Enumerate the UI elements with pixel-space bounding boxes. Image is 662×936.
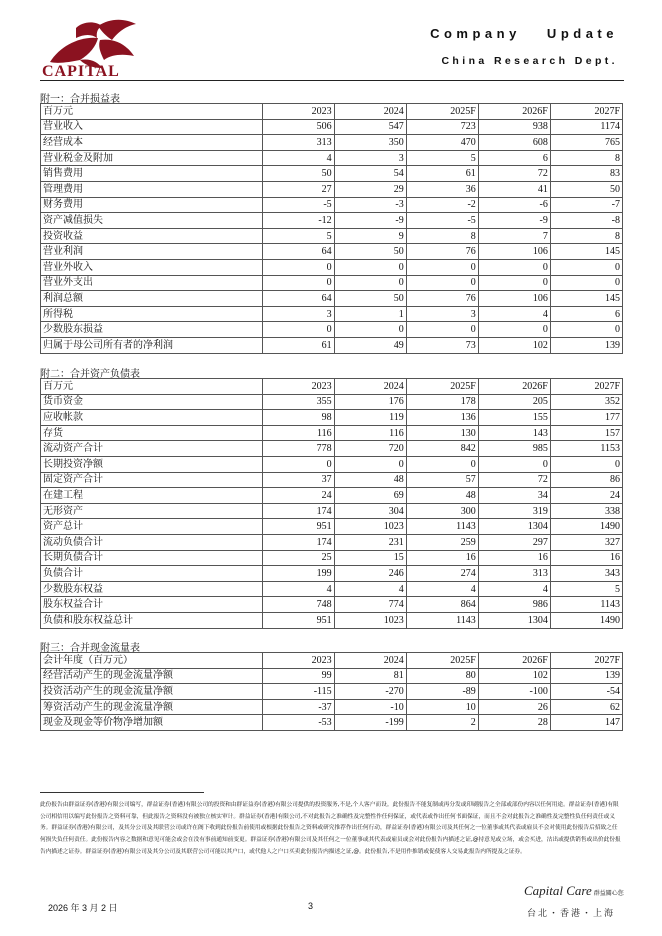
cell-value: 259 — [406, 534, 478, 550]
cell-value: 176 — [334, 394, 406, 410]
cell-value: 2023 — [262, 104, 334, 120]
cell-value: 951 — [262, 519, 334, 535]
cell-value: 1143 — [406, 612, 478, 628]
cell-value: 0 — [406, 275, 478, 291]
cash-flow-title: 附三：合并现金流量表 — [40, 643, 140, 654]
cell-value: 143 — [478, 425, 550, 441]
table-row — [41, 119, 623, 135]
cell-value: -5 — [406, 213, 478, 229]
table-row — [41, 228, 623, 244]
row-label: 长期投资净额 — [41, 456, 263, 472]
cell-value: 62 — [550, 699, 622, 715]
cell-value: 26 — [478, 699, 550, 715]
row-label: 股东权益合计 — [41, 597, 263, 613]
table-row — [41, 699, 623, 715]
row-label: 所得税 — [41, 306, 263, 322]
cell-value: 145 — [550, 291, 622, 307]
row-label: 财务费用 — [41, 197, 263, 213]
cell-value: 73 — [406, 337, 478, 353]
cell-value: 7 — [478, 228, 550, 244]
table-row — [41, 322, 623, 338]
cell-value: 50 — [334, 244, 406, 260]
cell-value: 1023 — [334, 612, 406, 628]
cell-value: -5 — [262, 197, 334, 213]
cell-value: 470 — [406, 135, 478, 151]
cell-value: 985 — [478, 441, 550, 457]
cell-value: 2026F — [478, 653, 550, 669]
cell-value: 0 — [478, 275, 550, 291]
cell-value: 4 — [262, 581, 334, 597]
cash-flow-table — [40, 652, 623, 731]
cell-value: 69 — [334, 488, 406, 504]
cell-value: 748 — [262, 597, 334, 613]
cell-value: 116 — [262, 425, 334, 441]
cell-value: 300 — [406, 503, 478, 519]
cell-value: 5 — [262, 228, 334, 244]
cell-value: 352 — [550, 394, 622, 410]
cell-value: 338 — [550, 503, 622, 519]
cell-value: 0 — [478, 322, 550, 338]
row-label: 少数股东损益 — [41, 322, 263, 338]
cell-value: 8 — [550, 228, 622, 244]
table-header-row — [41, 653, 623, 669]
cell-value: 327 — [550, 534, 622, 550]
table-row — [41, 456, 623, 472]
cell-value: 4 — [478, 306, 550, 322]
table-row — [41, 684, 623, 700]
cell-value: -37 — [262, 699, 334, 715]
cell-value: 83 — [550, 166, 622, 182]
cell-value: 350 — [334, 135, 406, 151]
cell-value: 0 — [550, 275, 622, 291]
cell-value: 61 — [406, 166, 478, 182]
department-subtitle: China Research Dept. — [441, 55, 618, 67]
table-row — [41, 410, 623, 426]
table-header-row — [41, 379, 623, 395]
cell-value: 49 — [334, 337, 406, 353]
cell-value: 0 — [334, 456, 406, 472]
table-row — [41, 425, 623, 441]
cell-value: 50 — [262, 166, 334, 182]
row-label: 负债合计 — [41, 566, 263, 582]
table-row — [41, 291, 623, 307]
cell-value: 0 — [550, 259, 622, 275]
cell-value: 778 — [262, 441, 334, 457]
capital-care-brand — [524, 883, 624, 899]
cell-value: 139 — [550, 668, 622, 684]
row-label: 在建工程 — [41, 488, 263, 504]
cell-value: 2024 — [334, 653, 406, 669]
row-label: 利润总额 — [41, 291, 263, 307]
cell-value: 157 — [550, 425, 622, 441]
table-row — [41, 394, 623, 410]
table-row — [41, 472, 623, 488]
cell-value: 9 — [334, 228, 406, 244]
table-row — [41, 275, 623, 291]
cell-value: 343 — [550, 566, 622, 582]
cell-value: -12 — [262, 213, 334, 229]
cell-value: 2027F — [550, 379, 622, 395]
table-header-row — [41, 104, 623, 120]
row-label: 投资活动产生的现金流量净额 — [41, 684, 263, 700]
cell-value: 116 — [334, 425, 406, 441]
cell-value: 16 — [550, 550, 622, 566]
cell-value: 48 — [406, 488, 478, 504]
cell-value: -115 — [262, 684, 334, 700]
cell-value: 313 — [478, 566, 550, 582]
cell-value: 98 — [262, 410, 334, 426]
cell-value: -270 — [334, 684, 406, 700]
cell-value: -8 — [550, 213, 622, 229]
cell-value: 4 — [334, 581, 406, 597]
cell-value: -9 — [478, 213, 550, 229]
cell-value: 2026F — [478, 104, 550, 120]
table-row — [41, 441, 623, 457]
row-label: 营业利润 — [41, 244, 263, 260]
table-row — [41, 181, 623, 197]
row-label: 百万元 — [41, 104, 263, 120]
cell-value: 938 — [478, 119, 550, 135]
cell-value: 319 — [478, 503, 550, 519]
cell-value: -89 — [406, 684, 478, 700]
row-label: 资产总计 — [41, 519, 263, 535]
cell-value: 76 — [406, 291, 478, 307]
cell-value: 951 — [262, 612, 334, 628]
table-row — [41, 597, 623, 613]
cell-value: 27 — [262, 181, 334, 197]
cell-value: 99 — [262, 668, 334, 684]
cell-value: 547 — [334, 119, 406, 135]
cell-value: 274 — [406, 566, 478, 582]
cell-value: 54 — [334, 166, 406, 182]
cell-value: 174 — [262, 503, 334, 519]
cell-value: 842 — [406, 441, 478, 457]
income-statement-title: 附一：合并损益表 — [40, 94, 120, 105]
row-label: 流动负债合计 — [41, 534, 263, 550]
table-row — [41, 213, 623, 229]
cell-value: 4 — [478, 581, 550, 597]
cell-value: 1304 — [478, 519, 550, 535]
row-label: 存货 — [41, 425, 263, 441]
cell-value: 0 — [406, 259, 478, 275]
table-row — [41, 135, 623, 151]
cell-value: 0 — [262, 259, 334, 275]
cell-value: 5 — [550, 581, 622, 597]
row-label: 管理费用 — [41, 181, 263, 197]
cell-value: 25 — [262, 550, 334, 566]
table-row — [41, 166, 623, 182]
cell-value: 4 — [262, 150, 334, 166]
footnote-divider — [40, 792, 204, 793]
cell-value: 50 — [334, 291, 406, 307]
cell-value: 37 — [262, 472, 334, 488]
cell-value: -54 — [550, 684, 622, 700]
cell-value: 2025F — [406, 653, 478, 669]
cell-value: 24 — [262, 488, 334, 504]
cell-value: 2 — [406, 715, 478, 731]
row-label: 营业税金及附加 — [41, 150, 263, 166]
cell-value: 774 — [334, 597, 406, 613]
cell-value: 231 — [334, 534, 406, 550]
brand-name: Capital Care — [524, 883, 592, 898]
row-label: 筹资活动产生的现金流量净额 — [41, 699, 263, 715]
table-row — [41, 150, 623, 166]
cell-value: 3 — [406, 306, 478, 322]
table-row — [41, 337, 623, 353]
cell-value: 6 — [478, 150, 550, 166]
cell-value: 34 — [478, 488, 550, 504]
cell-value: 0 — [262, 322, 334, 338]
cell-value: 50 — [550, 181, 622, 197]
cell-value: 178 — [406, 394, 478, 410]
cell-value: 1304 — [478, 612, 550, 628]
cell-value: 76 — [406, 244, 478, 260]
cell-value: 36 — [406, 181, 478, 197]
cell-value: 106 — [478, 291, 550, 307]
disclaimer-text: 此份报告由群益证券(香港)有限公司编写，群益证券(香港)有限公司的投资和由群证益券(香港)有限公司提供的投资服务,不是,个人客户而设。此份报告不能复制或再分发或印刷报告之全部或部份内容以任何用途。群益证券(香港)有限公司相信用以编写此份报告之资料可靠，但此报告之资料没有被独立核实审计。群益证券(香港)有限公司,不对此报告之准确性及完整性作任何保证，或代表或作出任何书面保证，而且不会对此报告之准确性及完整性负任何责任或义务。群益证券(香港)有限公司，及其分公司及其联营公司或许在阁下收到此份报告前使用或根据此份报告之资料或研究推荐作出任何行动，群益证券(香港)有限公司及其任何之一位董事或其代表或雇员不会对使用此份报告后招致之任何损失负任何责任。此份报告内容之数据和意见可能会或会在没有事前通知前变更。群益证券(香港)有限公司及其任何之一位董事或其代表或雇员或会对此份报告内描述之证,@持意见或立场，或会买进，沽出或提供销售或出价此份报告内描述之证券。群益证券(香港)有限公司及其分公司及其联营公司可能以其户口，或代他人之户口买卖此份报告内描述之证,@。此份报告,不是用作推销或促使客人交易此报告内所提及之证券。 — [40, 802, 621, 855]
cell-value: 1143 — [406, 519, 478, 535]
cell-value: 0 — [478, 259, 550, 275]
cell-value: 81 — [334, 668, 406, 684]
row-label: 营业外收入 — [41, 259, 263, 275]
row-label: 货币资金 — [41, 394, 263, 410]
cell-value: 313 — [262, 135, 334, 151]
cell-value: 61 — [262, 337, 334, 353]
cell-value: 119 — [334, 410, 406, 426]
header-divider — [40, 80, 624, 81]
cell-value: 864 — [406, 597, 478, 613]
page-number: 3 — [308, 901, 314, 911]
row-label: 归属于母公司所有者的净利润 — [41, 337, 263, 353]
cell-value: 1490 — [550, 519, 622, 535]
cell-value: 720 — [334, 441, 406, 457]
cell-value: 72 — [478, 166, 550, 182]
cell-value: 64 — [262, 291, 334, 307]
cell-value: 506 — [262, 119, 334, 135]
logo-text: CAPITAL — [42, 63, 120, 80]
cell-value: 177 — [550, 410, 622, 426]
cell-value: 102 — [478, 668, 550, 684]
cell-value: -6 — [478, 197, 550, 213]
cell-value: 64 — [262, 244, 334, 260]
row-label: 长期负债合计 — [41, 550, 263, 566]
cell-value: 723 — [406, 119, 478, 135]
cell-value: 106 — [478, 244, 550, 260]
row-label: 现金及现金等价物净增加额 — [41, 715, 263, 731]
cell-value: 304 — [334, 503, 406, 519]
income-statement-table — [40, 103, 623, 354]
cell-value: 4 — [406, 581, 478, 597]
cell-value: 0 — [262, 456, 334, 472]
cell-value: 0 — [406, 322, 478, 338]
table-row — [41, 197, 623, 213]
cell-value: 41 — [478, 181, 550, 197]
cell-value: 6 — [550, 306, 622, 322]
table-row — [41, 566, 623, 582]
cell-value: 8 — [406, 228, 478, 244]
table-row — [41, 715, 623, 731]
cell-value: 205 — [478, 394, 550, 410]
row-label: 固定资产合计 — [41, 472, 263, 488]
cell-value: 145 — [550, 244, 622, 260]
cell-value: 765 — [550, 135, 622, 151]
cell-value: 1 — [334, 306, 406, 322]
cell-value: 139 — [550, 337, 622, 353]
cell-value: 24 — [550, 488, 622, 504]
cell-value: -7 — [550, 197, 622, 213]
cell-value: 2024 — [334, 104, 406, 120]
cell-value: 147 — [550, 715, 622, 731]
row-label: 营业收入 — [41, 119, 263, 135]
row-label: 营业外支出 — [41, 275, 263, 291]
row-label: 经营活动产生的现金流量净额 — [41, 668, 263, 684]
row-label: 百万元 — [41, 379, 263, 395]
cell-value: 15 — [334, 550, 406, 566]
table-row — [41, 534, 623, 550]
row-label: 资产减值损失 — [41, 213, 263, 229]
cell-value: 86 — [550, 472, 622, 488]
table-row — [41, 519, 623, 535]
table-row — [41, 503, 623, 519]
cell-value: 0 — [334, 322, 406, 338]
cell-value: -10 — [334, 699, 406, 715]
cell-value: 80 — [406, 668, 478, 684]
cell-value: -9 — [334, 213, 406, 229]
cell-value: 1490 — [550, 612, 622, 628]
row-label: 会计年度（百万元） — [41, 653, 263, 669]
row-label: 销售费用 — [41, 166, 263, 182]
cell-value: -3 — [334, 197, 406, 213]
cell-value: 8 — [550, 150, 622, 166]
cell-value: 608 — [478, 135, 550, 151]
cell-value: 2027F — [550, 653, 622, 669]
cell-value: 0 — [334, 259, 406, 275]
cell-value: 3 — [262, 306, 334, 322]
cell-value: 1143 — [550, 597, 622, 613]
table-row — [41, 668, 623, 684]
cell-value: 130 — [406, 425, 478, 441]
cell-value: 155 — [478, 410, 550, 426]
cell-value: 246 — [334, 566, 406, 582]
cell-value: 0 — [406, 456, 478, 472]
cell-value: 5 — [406, 150, 478, 166]
cell-value: 0 — [334, 275, 406, 291]
cell-value: 2024 — [334, 379, 406, 395]
cell-value: 0 — [262, 275, 334, 291]
cell-value: 29 — [334, 181, 406, 197]
brand-cn: 群益關心您 — [593, 890, 624, 897]
table-row — [41, 581, 623, 597]
cell-value: 28 — [478, 715, 550, 731]
cell-value: 2025F — [406, 104, 478, 120]
cell-value: 48 — [334, 472, 406, 488]
cell-value: 0 — [550, 322, 622, 338]
cell-value: -199 — [334, 715, 406, 731]
row-label: 应收帐款 — [41, 410, 263, 426]
row-label: 投资收益 — [41, 228, 263, 244]
report-type-title: Company Update — [430, 26, 618, 41]
cell-value: 297 — [478, 534, 550, 550]
balance-sheet-title: 附二：合并资产负债表 — [40, 369, 140, 380]
cell-value: -53 — [262, 715, 334, 731]
cell-value: 2023 — [262, 379, 334, 395]
row-label: 流动资产合计 — [41, 441, 263, 457]
cell-value: 2025F — [406, 379, 478, 395]
office-cities: 台北・香港・上海 — [527, 909, 616, 919]
cell-value: 16 — [406, 550, 478, 566]
cell-value: 174 — [262, 534, 334, 550]
cell-value: 1153 — [550, 441, 622, 457]
cell-value: 10 — [406, 699, 478, 715]
table-row — [41, 259, 623, 275]
cell-value: 102 — [478, 337, 550, 353]
table-row — [41, 306, 623, 322]
row-label: 负债和股东权益总计 — [41, 612, 263, 628]
row-label: 经营成本 — [41, 135, 263, 151]
cell-value: 3 — [334, 150, 406, 166]
table-row — [41, 550, 623, 566]
balance-sheet-table — [40, 378, 623, 629]
cell-value: 199 — [262, 566, 334, 582]
cell-value: 986 — [478, 597, 550, 613]
cell-value: 57 — [406, 472, 478, 488]
cell-value: -2 — [406, 197, 478, 213]
cell-value: 0 — [550, 456, 622, 472]
cell-value: -100 — [478, 684, 550, 700]
table-row — [41, 488, 623, 504]
cell-value: 136 — [406, 410, 478, 426]
cell-value: 2023 — [262, 653, 334, 669]
row-label: 无形资产 — [41, 503, 263, 519]
cell-value: 1174 — [550, 119, 622, 135]
table-row — [41, 244, 623, 260]
cell-value: 355 — [262, 394, 334, 410]
table-row — [41, 612, 623, 628]
cell-value: 2026F — [478, 379, 550, 395]
row-label: 少数股东权益 — [41, 581, 263, 597]
cell-value: 0 — [478, 456, 550, 472]
report-date: 2026 年 3 月 2 日 — [48, 903, 118, 913]
cell-value: 16 — [478, 550, 550, 566]
cell-value: 72 — [478, 472, 550, 488]
cell-value: 2027F — [550, 104, 622, 120]
cell-value: 1023 — [334, 519, 406, 535]
